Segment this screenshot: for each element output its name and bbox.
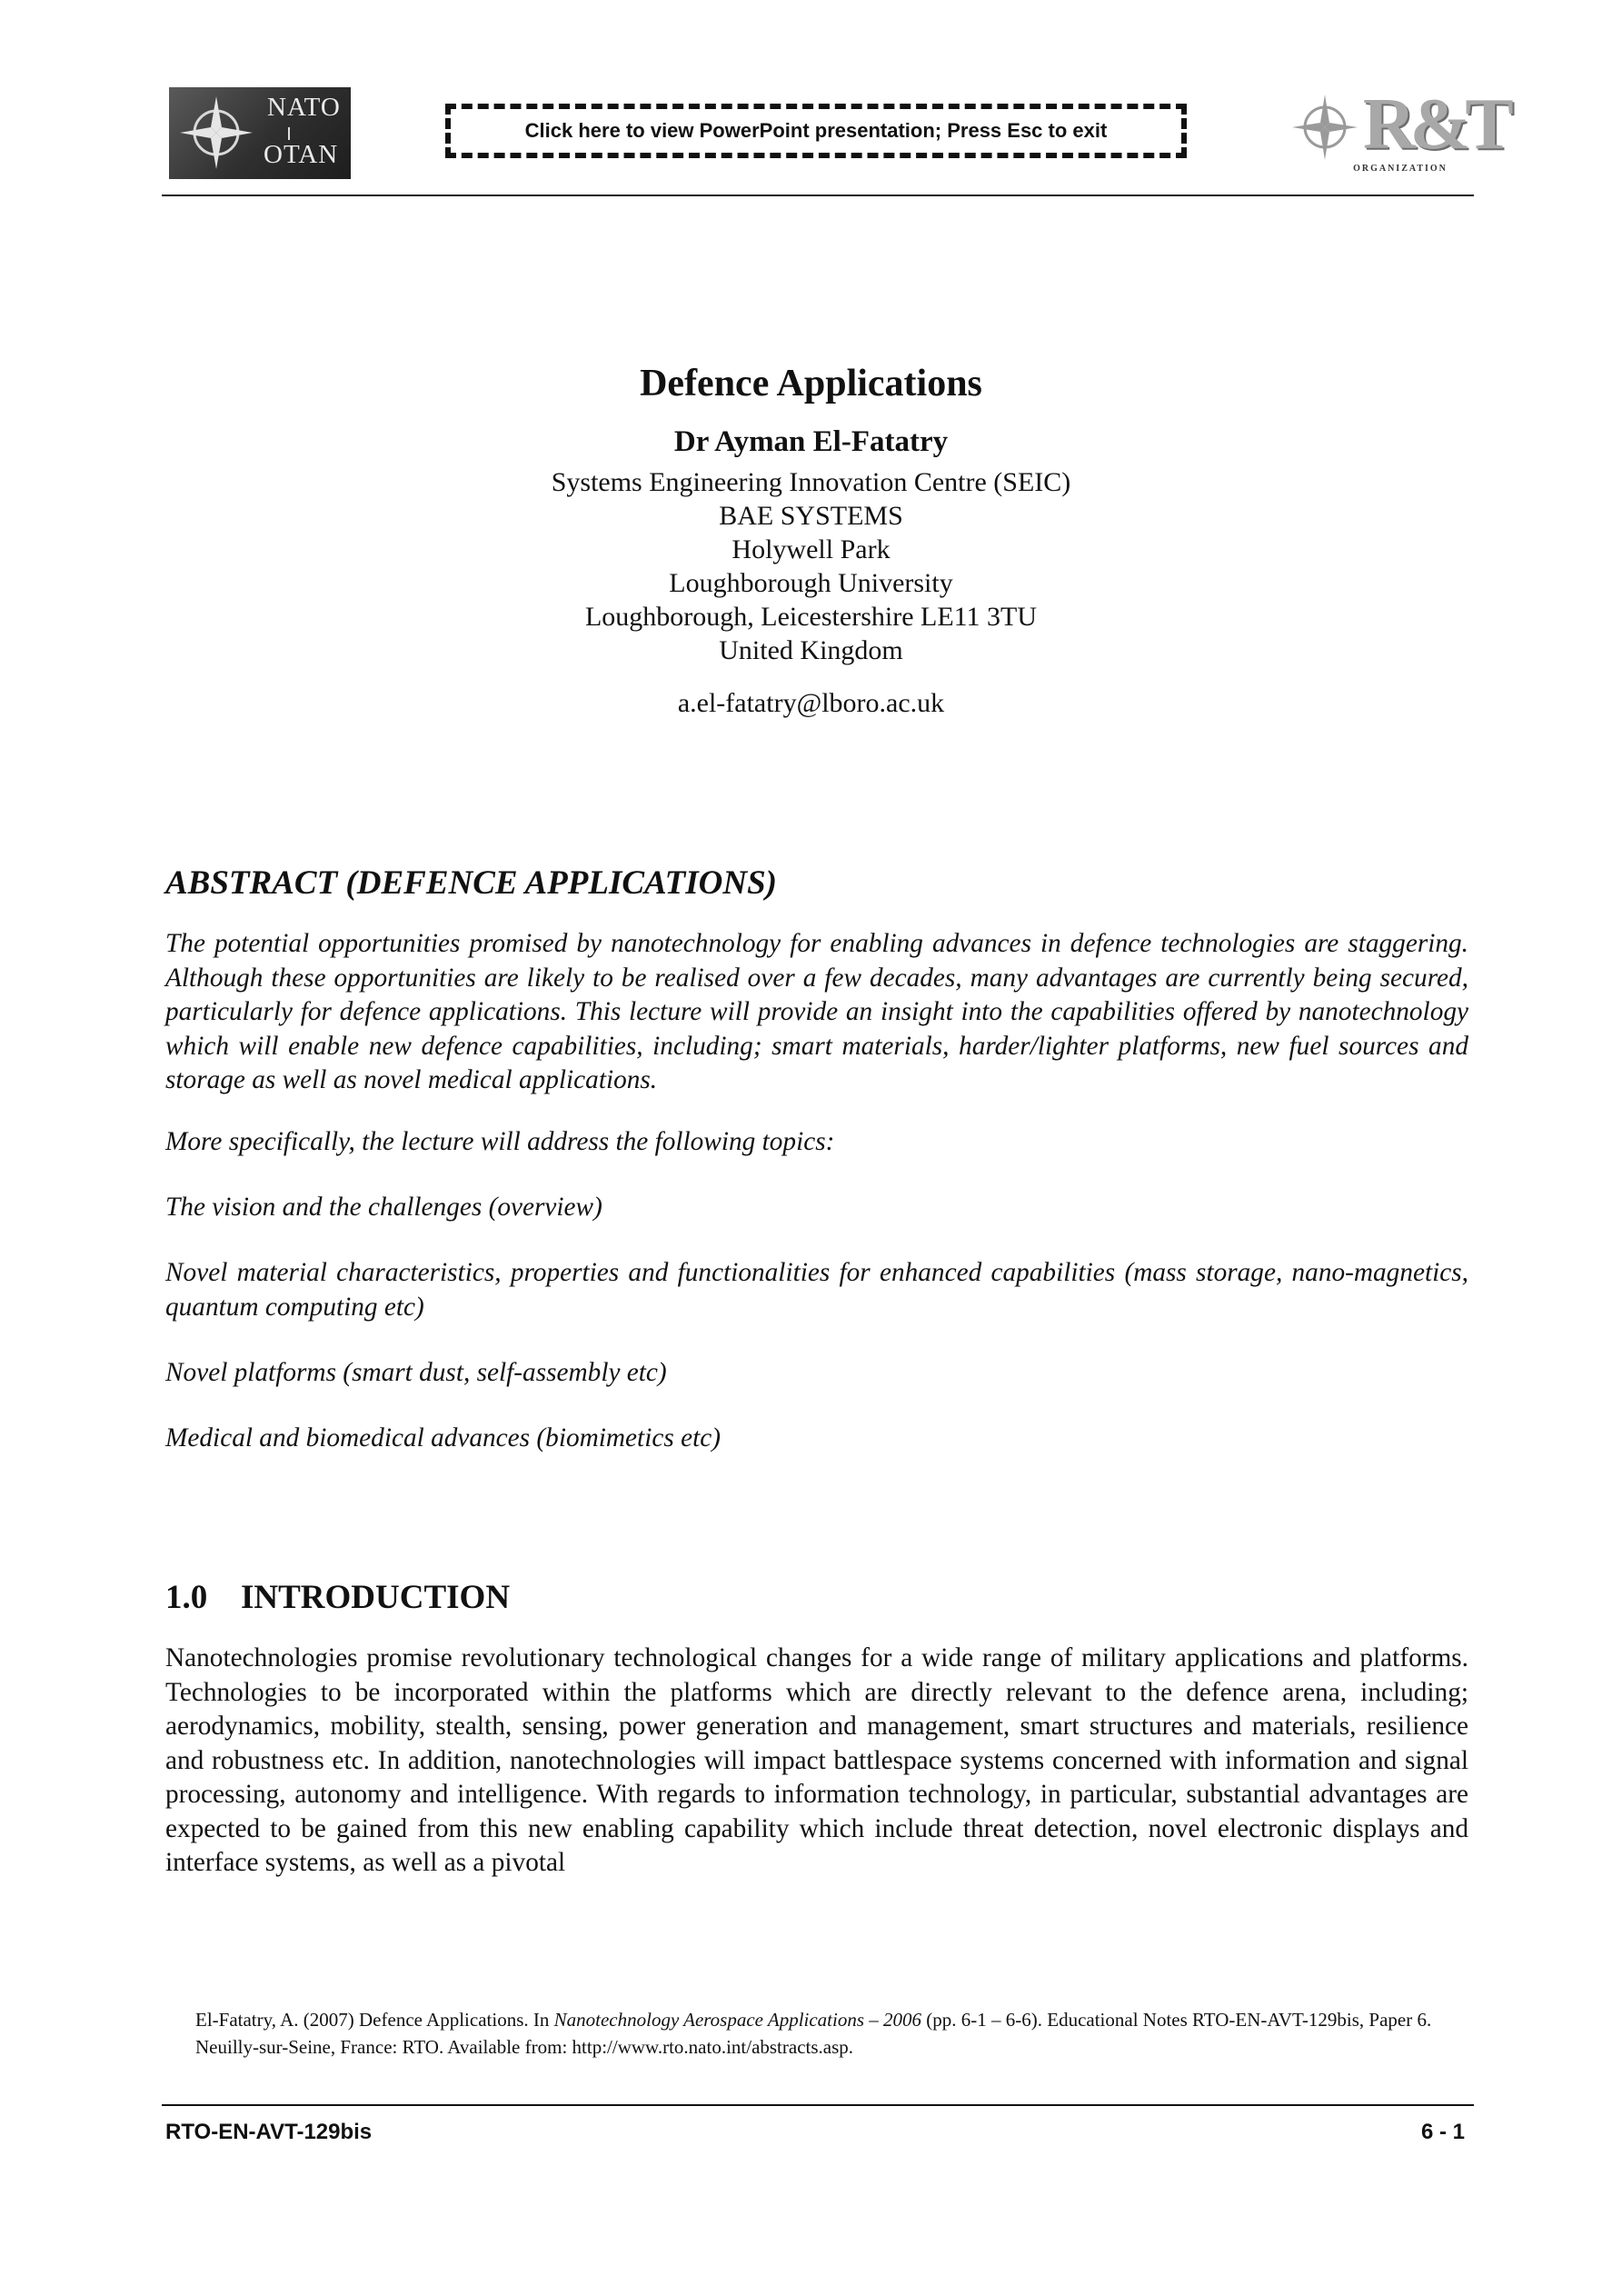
citation-note [195,2006,1449,2061]
rto-logo-mark: R&T [1363,85,1508,165]
nato-logo-divider [288,127,290,140]
powerpoint-link-label: Click here to view PowerPoint presentation; Press Esc to exit [524,119,1108,142]
abstract-topic: Novel platforms (smart dust, self-assembly etc) [165,1358,667,1387]
author-name: Dr Ayman El-Fatatry [673,425,949,458]
rto-logo [1289,85,1508,180]
rto-compass-icon [1289,91,1361,164]
footer-page-number: 6 - 1 [1420,2120,1465,2144]
author-email-link[interactable]: a.el-fatatry@lboro.ac.uk [677,688,945,718]
powerpoint-link-button[interactable] [445,104,1187,158]
citation-book-title: Nanotechnology Aerospace Applications – 2006 [553,2009,922,2031]
section-title: INTRODUCTION [241,1579,511,1616]
nato-compass-icon [174,93,262,175]
citation-text: El-Fatatry, A. (2007) Defence Applications. In [195,2009,554,2031]
abstract-topic: The vision and the challenges (overview) [165,1193,602,1222]
abstract-topic: Medical and biomedical advances (biomimetics etc) [165,1423,721,1452]
nato-logo [169,87,351,179]
citation-text: (pp. 6-1 – 6-6). Educational Notes RTO-EN-AVT-129bis, Paper 6. Neuilly-sur-Seine, France: RTO. Available from: http://www.rto.nato.int/abstracts.asp. [195,2009,1432,2058]
abstract-heading: ABSTRACT (DEFENCE APPLICATIONS) [165,864,777,902]
affiliation-line: BAE SYSTEMS [719,501,903,531]
footer-rule [162,2104,1474,2106]
affiliation-line: Loughborough University [669,568,953,598]
affiliation-line: United Kingdom [719,635,903,665]
introduction-paragraph: Nanotechnologies promise revolutionary technological changes for a wide range of military applications and platforms. Technologies to be incorporated within the platforms which are directly relevant to the defence arena, including; aerodynamics, mobility, stealth, sensing, power generation and management, smart structures and materials, resilience and robustness etc. In addition, nanotechnologies will impact battlespace systems concerned with information and signal processing, autonomy and intelligence. With regards to information technology, in particular, substantial advantages are expected to be gained from this new enabling capability which include threat detection, novel electronic displays and interface systems, as well as a pivotal [165,1643,1468,1877]
header-rule [162,195,1474,196]
affiliation-line: Loughborough, Leicestershire LE11 3TU [584,602,1038,632]
section-heading [165,1578,1468,1617]
affiliation-line: Holywell Park [731,534,891,564]
document-title: Defence Applications [640,363,982,404]
otan-logo-text: OTAN [264,140,339,169]
abstract-paragraph: More specifically, the lecture will address the following topics: [165,1127,835,1156]
affiliation-line: Systems Engineering Innovation Centre (SEIC) [551,467,1071,497]
footer-document-id: RTO-EN-AVT-129bis [165,2120,373,2144]
section-number: 1.0 [165,1579,208,1616]
rto-logo-caption: ORGANIZATION [1353,164,1448,174]
abstract-topic: Novel material characteristics, properties and functionalities for enhanced capabilities (mass storage, nano-magnetics, quantum computing etc) [165,1258,1468,1322]
nato-logo-text: NATO [267,93,341,122]
abstract-paragraph: The potential opportunities promised by nanotechnology for enabling advances in defence technologies are staggering. Although these opportunities are likely to be realised over a few decades, many advantages are currently being secured, particularly for defence applications. This lecture will provide an insight into the capabilities offered by nanotechnology which will enable new defence capabilities, including; smart materials, harder/lighter platforms, new fuel sources and storage as well as novel medical applications. [165,929,1468,1094]
